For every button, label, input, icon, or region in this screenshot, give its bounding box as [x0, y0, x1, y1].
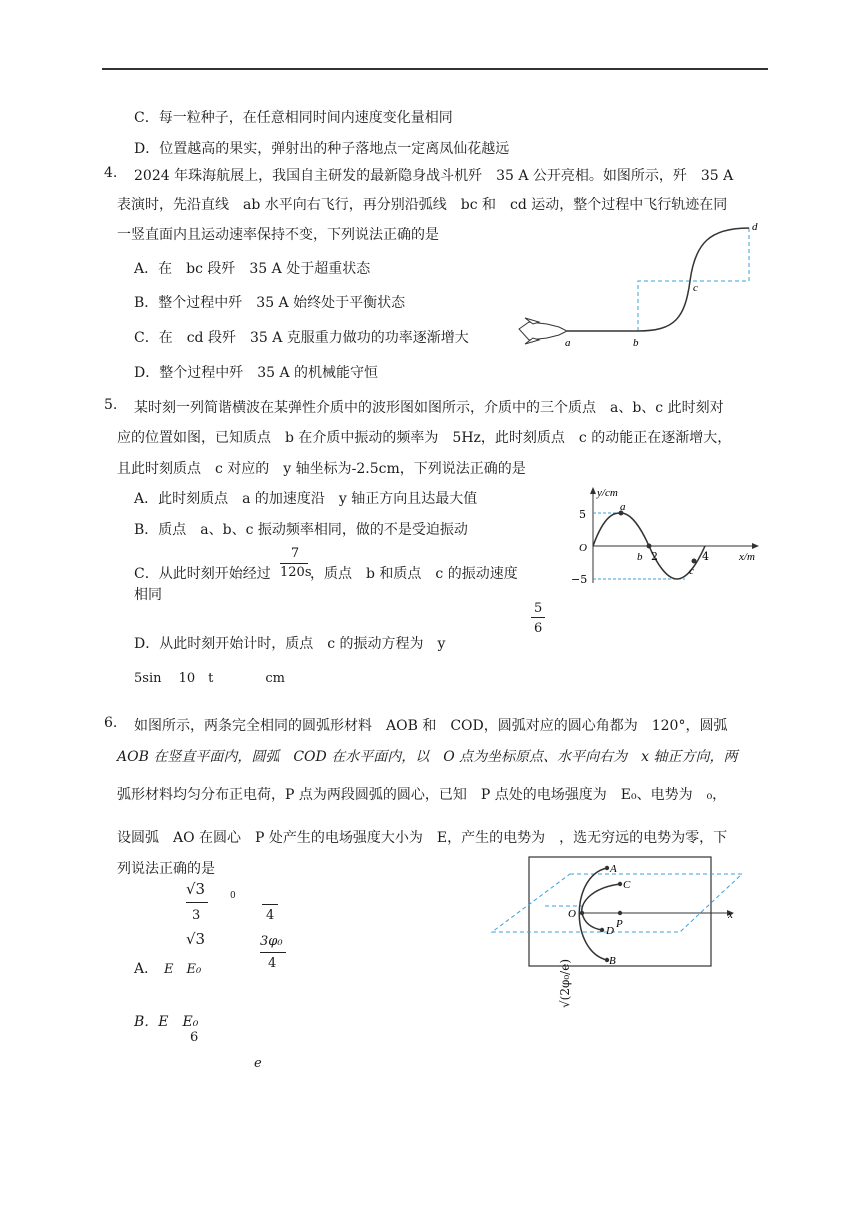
header-rule [102, 68, 768, 70]
q6-arcs-figure [490, 856, 750, 968]
q6-four-top: 4 [266, 908, 275, 923]
q6-three: 3 [192, 908, 201, 923]
q5-option-d-equation: 5sin 10 t cm [134, 671, 285, 686]
q6-fig-label-p: P [616, 918, 623, 930]
q5-option-a: A．此时刻质点 a 的加速度沿 y 轴正方向且达最大值 [134, 491, 478, 507]
q6-frac-bar-3 [260, 952, 286, 953]
q5-option-c-pre: C．从此时刻开始经过 [134, 566, 271, 582]
q5-side-frac-bar [531, 617, 545, 618]
q5-option-c-frac-bar [280, 563, 308, 564]
q5-option-c-frac-num: 7 [290, 546, 300, 561]
q5-side-frac-den: 6 [534, 621, 543, 636]
q6-number: 6. [104, 715, 118, 731]
q5-wave-figure [565, 483, 765, 588]
q6-option-a-e: E E₀ [164, 962, 202, 977]
q6-sqrt3-top: √3 [186, 880, 206, 898]
q6-sub0: 0 [230, 891, 236, 901]
q6-frac-3phi: 3φ₀ [260, 934, 283, 949]
q5-fig-label-c: c [689, 565, 694, 577]
q6-option-b: B．E E₀ [134, 1014, 199, 1030]
q6-fig-label-c: C [623, 879, 631, 891]
q5-fig-ylabel: y/cm [597, 487, 618, 499]
q5-number: 5. [104, 397, 118, 413]
q5-stem-line3: 且此时刻质点 c 对应的 y 轴坐标为-2.5cm，下列说法正确的是 [117, 461, 526, 477]
q6-stem-line2: AOB 在竖直平面内，圆弧 COD 在水平面内，以 O 点为坐标原点、水平向右为 x 轴正方向，两 [117, 749, 738, 765]
q5-fig-label-b: b [637, 551, 643, 563]
q6-fig-label-x: x [728, 909, 733, 921]
q6-frac-bar-2 [262, 904, 278, 905]
q4-option-a: A．在 bc 段歼 35 A 处于超重状态 [134, 261, 371, 277]
q6-stem-line1: 如图所示，两条完全相同的圆弧形材料 AOB 和 COD，圆弧对应的圆心角都为 120°，圆弧 [134, 718, 728, 734]
q6-stem-line3: 弧形材料均匀分布正电荷，P 点为两段圆弧的圆心，已知 P 点处的电场强度为 E₀、电势为 ₀， [117, 787, 727, 803]
q3-option-d: D．位置越高的果实，弹射出的种子落地点一定离凤仙花越远 [134, 141, 510, 157]
q6-stem-line4: 设圆弧 AO 在圆心 P 处产生的电场强度大小为 E，产生的电势为 ，选无穷远的电势为零，下 [117, 830, 728, 846]
q5-stem-line1: 某时刻一列简谐横波在某弹性介质中的波形图如图所示，介质中的三个质点 a、b、c 此时刻对 [134, 400, 724, 416]
q5-option-c-line2: 相同 [134, 587, 162, 603]
q3-option-c: C．每一粒种子，在任意相同时间内速度变化量相同 [134, 110, 453, 126]
q5-fig-yneg5: −5 [571, 573, 588, 586]
q6-e: e [254, 1056, 262, 1071]
q4-fig-label-b: b [633, 337, 639, 349]
q5-option-b: B．质点 a、b、c 振动频率相同，做的不是受迫振动 [134, 522, 468, 538]
q4-option-c: C．在 cd 段歼 35 A 克服重力做功的功率逐渐增大 [134, 330, 469, 346]
q6-side-equation: √(2φ₀/e) [558, 958, 572, 1008]
q5-fig-y5: 5 [579, 508, 586, 521]
q5-fig-x4: 4 [702, 550, 709, 563]
q4-option-b: B．整个过程中歼 35 A 始终处于平衡状态 [134, 295, 406, 311]
q5-option-d: D．从此时刻开始计时，质点 c 的振动方程为 y [134, 636, 446, 652]
q6-four-a: 4 [268, 956, 277, 971]
q6-six: 6 [190, 1030, 199, 1045]
q5-fig-xlabel: x/m [739, 551, 755, 563]
q6-option-a-label: A． [134, 961, 159, 977]
q6-fig-label-d: D [606, 925, 614, 937]
q6-fig-label-b: B [609, 955, 616, 967]
q6-sqrt3-a: √3 [186, 930, 206, 948]
q6-fig-label-o: O [568, 908, 576, 920]
q4-stem-line3: 一竖直面内且运动速率保持不变，下列说法正确的是 [117, 227, 439, 243]
q5-fig-label-a: a [620, 501, 626, 513]
q6-stem-line5: 列说法正确的是 [117, 861, 215, 877]
q4-option-d: D．整个过程中歼 35 A 的机械能守恒 [134, 365, 379, 381]
q5-stem-line2: 应的位置如图，已知质点 b 在介质中振动的频率为 5Hz，此时刻质点 c 的动能正在逐渐增大， [117, 430, 732, 446]
q4-flight-path-figure [515, 218, 765, 354]
q4-stem-line1: 2024 年珠海航展上，我国自主研发的最新隐身战斗机歼 35 A 公开亮相。如图所示，歼 35 A [134, 168, 734, 184]
q5-option-c-post: ，质点 b 和质点 c 的振动速度 [310, 566, 518, 582]
q4-fig-label-c: c [693, 282, 698, 294]
q5-side-frac-num: 5 [534, 601, 543, 616]
q4-fig-label-a: a [565, 337, 571, 349]
q6-fig-label-a: A [610, 863, 617, 875]
q5-fig-origin: O [579, 542, 587, 554]
jet-icon [519, 318, 567, 344]
q6-frac-bar-1 [186, 902, 208, 903]
q4-number: 4. [104, 165, 118, 181]
q4-stem-line2: 表演时，先沿直线 ab 水平向右飞行，再分别沿弧线 bc 和 cd 运动，整个过程中飞行轨迹在同 [117, 197, 728, 213]
q5-fig-x2: 2 [651, 550, 658, 563]
q4-fig-label-d: d [752, 221, 758, 233]
q5-option-c-frac-den: 120s [280, 565, 312, 580]
